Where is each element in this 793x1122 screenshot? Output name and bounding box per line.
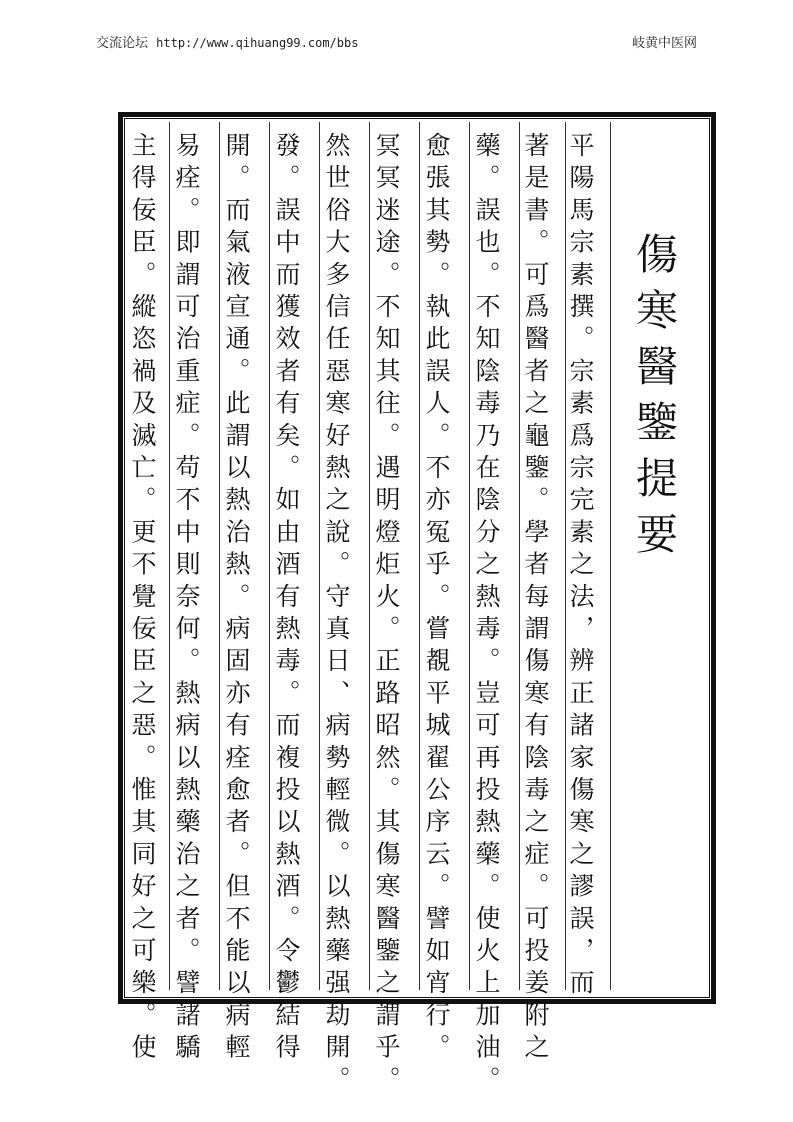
book-title: 傷寒醫鑒提要	[630, 232, 679, 568]
text-column: 發。誤中而獲效者有矣。如由酒有熱毒。而複投以熱酒。令鬱結得	[272, 132, 301, 1066]
forum-url[interactable]: http://www.qihuang99.com/bbs	[156, 36, 359, 50]
text-column: 開。而氣液宣通。此謂以熱治熱。病固亦有痊愈者。但不能以病輕	[222, 132, 251, 1066]
text-column: 愈張其勢。執此誤人。不亦冤乎。嘗覩平城翟公序云。譬如宵行。	[422, 132, 451, 1066]
column-rule	[519, 122, 520, 990]
text-column: 藥。誤也。不知陰毒乃在陰分之熱毒。豈可再投熱藥。使火上加油。	[472, 132, 501, 1098]
column-rule	[269, 122, 270, 990]
text-column: 易痊。即謂可治重症。苟不中則奈何。熱病以熱藥治之者。譬諸驕	[172, 132, 201, 1066]
text-column: 冥冥迷途。不知其往。遇明燈炬火。正路昭然。其傷寒醫鑒之謂乎。	[372, 132, 401, 1098]
header-left	[96, 32, 358, 51]
site-name: 岐黄中医网	[631, 36, 697, 51]
column-rule	[219, 122, 220, 990]
text-column: 然世俗大多信任惡寒好熱之說。守真日、病勢輕微。以熱藥强劫開。	[322, 132, 351, 1098]
column-rule	[469, 122, 470, 990]
page-frame-inner	[124, 118, 710, 1098]
forum-label: 交流论坛	[96, 36, 149, 51]
text-column: 主得佞臣。縱恣禍及滅亡。更不覺佞臣之惡。惟其同好之可樂。使	[128, 132, 157, 1066]
text-column: 平陽馬宗素撰。宗素爲宗完素之法，辨正諸家傷寒之謬誤，而	[566, 132, 595, 1002]
column-rule	[319, 122, 320, 990]
column-rule	[369, 122, 370, 990]
text-column: 著是書。可爲醫者之龜鑒。學者每謂傷寒有陰毒之症。可投姜附之	[521, 132, 550, 1066]
column-rule	[610, 122, 611, 990]
column-rule	[419, 122, 420, 990]
column-rule	[169, 122, 170, 990]
